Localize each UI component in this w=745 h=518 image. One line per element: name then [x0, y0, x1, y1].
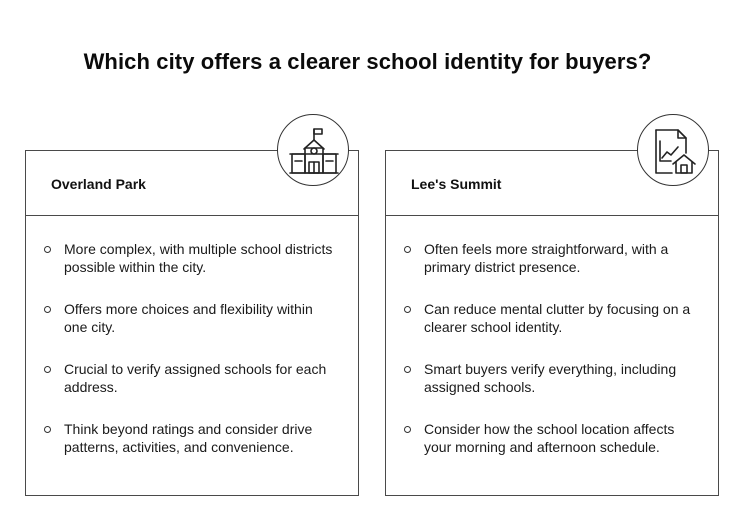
- list-item-text: Often feels more straightforward, with a primary district presence.: [424, 241, 669, 275]
- bullet-circle-icon: [404, 306, 411, 313]
- list-item-text: Can reduce mental clutter by focusing on a clearer school identity.: [424, 301, 691, 335]
- list-item: [44, 300, 334, 336]
- list-item: [44, 420, 334, 456]
- list-item-text: Consider how the school location affects your morning and afternoon schedule.: [424, 421, 675, 455]
- card-overland-park: [25, 150, 359, 496]
- real-estate-badge: [637, 114, 709, 186]
- card-title: Overland Park: [51, 176, 146, 192]
- list-item: [404, 360, 694, 396]
- bullet-circle-icon: [44, 246, 51, 253]
- list-item: [404, 420, 694, 456]
- list-item-text: Smart buyers verify everything, including assigned schools.: [424, 361, 677, 395]
- page-title: Which city offers a clearer school identity for buyers?: [83, 49, 652, 74]
- card-title: Lee's Summit: [411, 176, 502, 192]
- list-item-text: Crucial to verify assigned schools for each address.: [64, 361, 327, 395]
- list-item: [44, 240, 334, 276]
- list-item: [44, 360, 334, 396]
- bullet-circle-icon: [404, 366, 411, 373]
- list-item-text: Think beyond ratings and consider drive patterns, activities, and convenience.: [64, 421, 313, 455]
- list-item: [404, 240, 694, 276]
- bullet-circle-icon: [404, 246, 411, 253]
- list-item: [404, 300, 694, 336]
- bullet-circle-icon: [44, 306, 51, 313]
- school-building-icon: [278, 115, 350, 187]
- list-item-text: Offers more choices and flexibility within one city.: [64, 301, 313, 335]
- bullet-circle-icon: [44, 366, 51, 373]
- bullet-circle-icon: [404, 426, 411, 433]
- card-lees-summit: [385, 150, 719, 496]
- bullet-circle-icon: [44, 426, 51, 433]
- list-item-text: More complex, with multiple school districts possible within the city.: [64, 241, 333, 275]
- school-badge: [277, 114, 349, 186]
- house-chart-document-icon: [638, 115, 710, 187]
